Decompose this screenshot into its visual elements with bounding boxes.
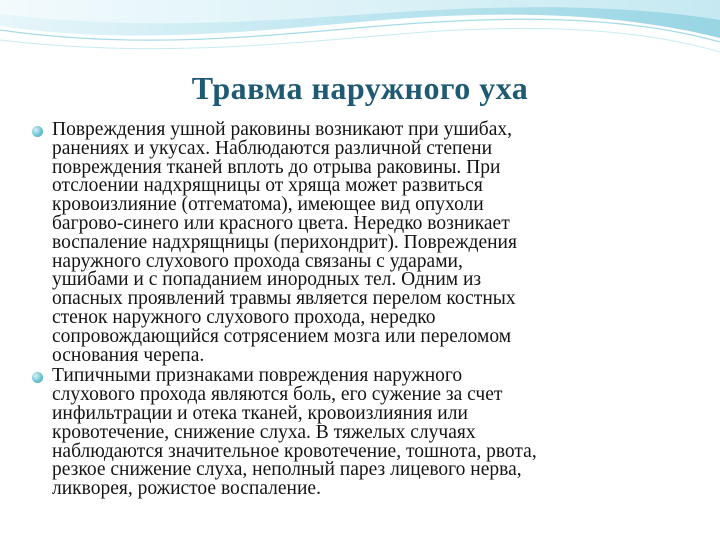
bullet-list	[32, 121, 708, 501]
slide-title: Травма наружного уха	[191, 70, 529, 106]
header-wave-decoration	[0, 0, 720, 70]
paragraph-ear-canal-signs: Типичными признаками повреждения наружного слухового прохода являются боль, его сужение за счет инфильтрации и отека тканей, кровоизлияния или кровотечение, снижение слуха. В тяжелых случаях наблюдаются значительное кровотечение, тошнота, рвота, резкое снижение слуха, неполный парез лицевого нерва, ликворея, рожистое воспаление.	[52, 365, 537, 500]
list-item	[32, 367, 708, 499]
bullet-icon	[32, 126, 43, 137]
paragraph-ear-auricle-injuries: Повреждения ушной раковины возникают при ушибах, ранениях и укусах. Наблюдаются различной степени повреждения тканей вплоть до отрыва раковины. При отслоении надхрящницы от хряща может развиться кровоизлияние (отгематома), имеющее вид опухоли багрово-синего или красного цвета. Нередко возникает воспаление надхрящницы (перихондрит). Повреждения наружного слухового прохода связаны с ударами, ушибами и с попаданием инородных тел. Одним из опасных проявлений травмы является перелом костных стенок наружного слухового прохода, нередко сопровождающийся сотрясением мозга или переломом основания черепа.	[52, 119, 517, 366]
bullet-icon	[32, 372, 43, 383]
list-item	[32, 121, 708, 365]
